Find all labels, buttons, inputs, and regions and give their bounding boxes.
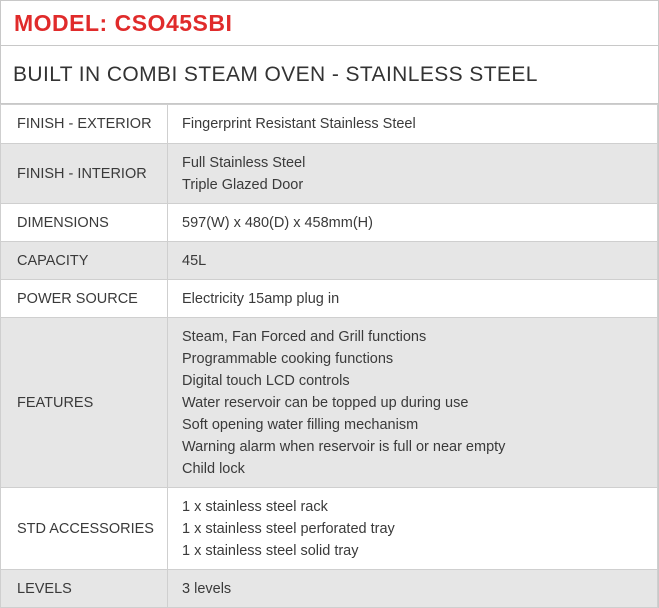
spec-row-levels xyxy=(1,570,658,608)
spec-value-line: Full Stainless Steel xyxy=(182,154,306,171)
spec-value-line: Water reservoir can be topped up during use xyxy=(182,394,469,411)
model-header xyxy=(0,0,658,46)
spec-row-dimensions xyxy=(1,204,658,242)
spec-row-power-source xyxy=(1,280,658,318)
spec-label: FINISH - INTERIOR xyxy=(1,144,168,204)
spec-value-line: Soft opening water filling mechanism xyxy=(182,416,419,433)
spec-value-line: 1 x stainless steel rack xyxy=(182,498,328,515)
spec-value-line: 3 levels xyxy=(182,580,232,597)
spec-value-line: 597(W) x 480(D) x 458mm(H) xyxy=(182,214,373,231)
product-header xyxy=(0,46,658,104)
spec-label: POWER SOURCE xyxy=(1,280,168,318)
spec-value-line: Triple Glazed Door xyxy=(182,176,304,193)
spec-row-finish-interior xyxy=(1,144,658,204)
spec-label: LEVELS xyxy=(1,570,168,608)
spec-row-std-accessories xyxy=(1,488,658,570)
spec-value-line: Fingerprint Resistant Stainless Steel xyxy=(182,116,416,132)
spec-row-capacity xyxy=(1,242,658,280)
spec-value xyxy=(168,144,658,204)
spec-table xyxy=(0,104,658,608)
spec-value-line: Steam, Fan Forced and Grill functions xyxy=(182,328,427,345)
spec-value xyxy=(168,488,658,570)
model-title: MODEL: CSO45SBI xyxy=(14,9,233,36)
spec-value xyxy=(168,280,658,318)
spec-label: CAPACITY xyxy=(1,242,168,280)
spec-value xyxy=(168,105,658,144)
spec-value-line: Digital touch LCD controls xyxy=(182,372,350,389)
spec-value-line: Child lock xyxy=(182,460,245,477)
spec-label: FEATURES xyxy=(1,318,168,488)
spec-value-line: Electricity 15amp plug in xyxy=(182,290,340,307)
spec-row-features xyxy=(1,318,658,488)
spec-value-line: 45L xyxy=(182,252,207,269)
spec-value xyxy=(168,242,658,280)
spec-value xyxy=(168,570,658,608)
spec-value-line: Programmable cooking functions xyxy=(182,350,394,367)
spec-label: STD ACCESSORIES xyxy=(1,488,168,570)
spec-label: FINISH - EXTERIOR xyxy=(1,105,168,144)
spec-value-line: 1 x stainless steel solid tray xyxy=(182,542,359,559)
spec-row-finish-exterior xyxy=(1,105,658,144)
spec-value-line: 1 x stainless steel perforated tray xyxy=(182,520,395,537)
spec-value-line: Warning alarm when reservoir is full or near empty xyxy=(182,438,506,455)
spec-value xyxy=(168,204,658,242)
spec-value xyxy=(168,318,658,488)
product-title: BUILT IN COMBI STEAM OVEN - STAINLESS STEEL xyxy=(13,62,538,86)
spec-label: DIMENSIONS xyxy=(1,204,168,242)
